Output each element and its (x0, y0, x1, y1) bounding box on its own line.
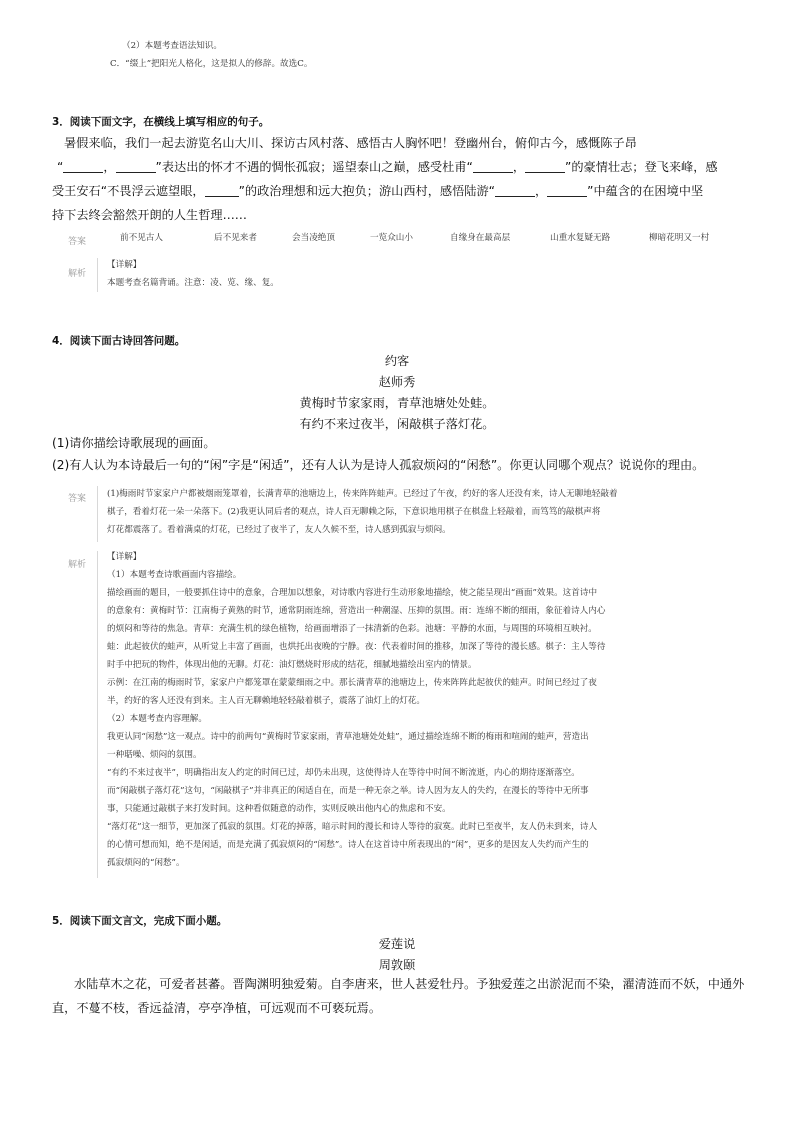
q3-answer-5: 自缘身在最高层 (450, 233, 511, 243)
q4-questions (52, 432, 772, 476)
q4-analysis-line: （2）本题考查内容理解。 (107, 714, 207, 724)
q3-answer-label: 答案 (68, 237, 87, 247)
blank-7[interactable] (547, 184, 587, 197)
poem-line-1: 黄梅时节家家雨，青草池塘处处蛙。 (299, 396, 495, 410)
q4-analysis-line: 一种聒噪、烦闷的氛围。 (107, 750, 202, 760)
q3-passage (52, 131, 752, 227)
poem-line-2: 有约不来过夜半，闲敲棋子落灯花。 (299, 417, 495, 431)
q3-line-3: 受王安石“不畏浮云遮望眼， ”的政治理想和远大抱负；游山西村，感悟陆游“ ， ”中蕴含的在困境中坚 (52, 184, 704, 198)
q3-answer-4: 一览众山小 (370, 233, 413, 243)
q3-analysis-label: 解析 (68, 269, 87, 279)
blank-1[interactable] (63, 160, 103, 173)
q4-answer-line: 棋子，看着灯花一朵一朵落下。(2)我更认同后者的观点，诗人百无聊赖之际，下意识地用棋子在棋盘上轻敲着，而笃笃的敲棋声将 (107, 507, 601, 517)
q3-line-4: 持下去终会豁然开朗的人生哲理…… (52, 208, 247, 222)
q3-line-2: “ ， ”表达出的怀才不遇的惆怅孤寂；遥望泰山之巅，感受杜甫“ ， ”的豪情壮志；登飞来峰，感 (57, 160, 718, 174)
q4-answer-line: 灯花都震落了。看着满桌的灯花，已经过了夜半了，友人久候不至，诗人感到孤寂与烦闷。 (107, 525, 451, 535)
q4-analysis-line: 的烦闷和等待的焦急。青草：充满生机的绿色植物，给画面增添了一抹清新的色彩。池塘：平静的水面，与周围的环境相互映衬。 (107, 624, 597, 634)
q3-answer-3: 会当凌绝顶 (292, 233, 335, 243)
q3-answer-7: 柳暗花明又一村 (649, 233, 710, 243)
q5-line-2: 直，不蔓不枝，香远益清，亭亭净植，可远观而不可亵玩焉。 (52, 1001, 382, 1015)
q3-line-1: 暑假来临，我们一起去游览名山大川、探访古风村落、感悟古人胸怀吧！登幽州台，俯仰古今，感慨陈子昂 (64, 136, 637, 150)
q4-analysis-line: 时手中把玩的物件，体现出他的无聊。灯花：油灯燃烧时形成的结花，细腻地描绘出室内的情景。 (107, 660, 477, 670)
q4-subquestion-1: (1)请你描绘诗歌展现的画面。 (52, 436, 216, 450)
q3-analysis-bar (97, 258, 98, 292)
q4-analysis-line: 的心情可想而知，绝不是闲适，而是充满了孤寂烦闷的“闲愁”。诗人在这首诗中所表现出的“闲”，更多的是因友人失约而产生的 (107, 840, 589, 850)
blank-2[interactable] (116, 160, 156, 173)
q3-answer-1: 前不见古人 (120, 233, 163, 243)
q4-analysis-line: （1）本题考查诗歌画面内容描绘。 (107, 570, 242, 580)
q4-subquestion-2: (2)有人认为本诗最后一句的“闲”字是“闲适”，还有人认为是诗人孤寂烦闷的“闲愁”。你更认同哪个观点？说说你的理由。 (52, 458, 705, 472)
q4-analysis-line: 而“闲敲棋子落灯花”这句，“闲敲棋子”并非真正的闲适自在，而是一种无奈之举。诗人因为友人的失约，在漫长的等待中无所事 (107, 786, 589, 796)
poem-author: 赵师秀 (378, 375, 416, 389)
q4-analysis-line: 示例：在江南的梅雨时节，家家户户都笼罩在蒙蒙细雨之中。那长满青草的池塘边上，传来阵阵此起彼伏的蛙声。时间已经过了夜 (107, 678, 597, 688)
q4-analysis (107, 548, 747, 872)
q4-analysis-line: 蛙：此起彼伏的蛙声，从听觉上丰富了画面，也烘托出夜晚的宁静。夜：代表着时间的推移，加深了等待的漫长感。棋子：主人等待 (107, 642, 606, 652)
blank-3[interactable] (473, 160, 513, 173)
q4-analysis-line: 描绘画面的题目，一般要抓住诗中的意象，合理加以想象，对诗歌内容进行生动形象地描绘，使之能呈现出“画面”效果。这首诗中 (107, 588, 598, 598)
q3-analysis (107, 256, 707, 292)
q4-answer-line: (1)梅雨时节家家户户都被烟雨笼罩着，长满青草的池塘边上，传来阵阵蛙声。已经过了午夜，约好的客人还没有来，诗人无聊地轻敲着 (107, 489, 618, 499)
blank-6[interactable] (495, 184, 535, 197)
prev-analysis-line-2: C．“缀上”把阳光人格化，这是拟人的修辞。故选C。 (110, 59, 313, 69)
q5-passage (52, 972, 752, 1020)
q4-analysis-line: 孤寂烦闷的“闲愁”。 (107, 858, 185, 868)
q5-line-1: 水陆草木之花，可爱者甚蕃。晋陶渊明独爱菊。自李唐来，世人甚爱牡丹。予独爱莲之出淤泥而不染，濯清涟而不妖，中通外 (74, 977, 745, 991)
q3-heading: 3．阅读下面文字，在横线上填写相应的句子。 (52, 116, 270, 128)
q4-answer-bar (97, 486, 98, 542)
q4-analysis-line: 半，约好的客人还没有到来。主人百无聊赖地轻轻敲着棋子，震落了油灯上的灯花。 (107, 696, 425, 706)
q3-answer-6: 山重水复疑无路 (550, 233, 611, 243)
q4-analysis-line: 我更认同“闲愁”这一观点。诗中的前两句“黄梅时节家家雨，青草池塘处处蛙”，通过描绘连绵不断的梅雨和喧闹的蛙声，营造出 (107, 732, 589, 742)
poem-title: 约客 (384, 354, 410, 368)
blank-4[interactable] (525, 160, 565, 173)
q4-analysis-line: “有约不来过夜半”，明确指出友人约定的时间已过，却仍未出现，这使得诗人在等待中时间不断流逝，内心的期待逐渐落空。 (107, 768, 580, 778)
prev-analysis-line-1: （2）本题考查语法知识。 (122, 41, 222, 51)
q4-heading: 4．阅读下面古诗回答问题。 (52, 335, 186, 347)
q5-heading: 5．阅读下面文言文，完成下面小题。 (52, 915, 228, 927)
q5-author: 周敦颐 (378, 958, 416, 972)
q4-analysis-line: 【详解】 (107, 552, 142, 562)
q5-title: 爱莲说 (378, 937, 416, 951)
q4-analysis-line: 的意象有：黄梅时节：江南梅子黄熟的时节，通常阴雨连绵，营造出一种潮湿、压抑的氛围。雨：连绵不断的细雨，象征着诗人内心 (107, 606, 606, 616)
q4-answer (107, 485, 747, 539)
q4-analysis-line: 事，只能通过敲棋子来打发时间。这种看似随意的动作，实则反映出他内心的焦虑和不安。 (107, 804, 451, 814)
q4-analysis-bar (97, 551, 98, 878)
q3-analysis-text: 本题考查名篇背诵。注意：凌、览、缘、复。 (107, 278, 279, 288)
prev-analysis (110, 37, 722, 73)
q4-analysis-line: “落灯花”这一细节，更加深了孤寂的氛围。灯花的掉落，暗示时间的漫长和诗人等待的寂寞。此时已至夜半，友人仍未到来，诗人 (107, 822, 598, 832)
blank-5[interactable] (205, 184, 239, 197)
q4-analysis-label: 解析 (68, 560, 87, 570)
q4-answer-label: 答案 (68, 494, 87, 504)
q3-answer-2: 后不见来者 (214, 233, 257, 243)
q3-detail-label: 【详解】 (107, 260, 142, 270)
